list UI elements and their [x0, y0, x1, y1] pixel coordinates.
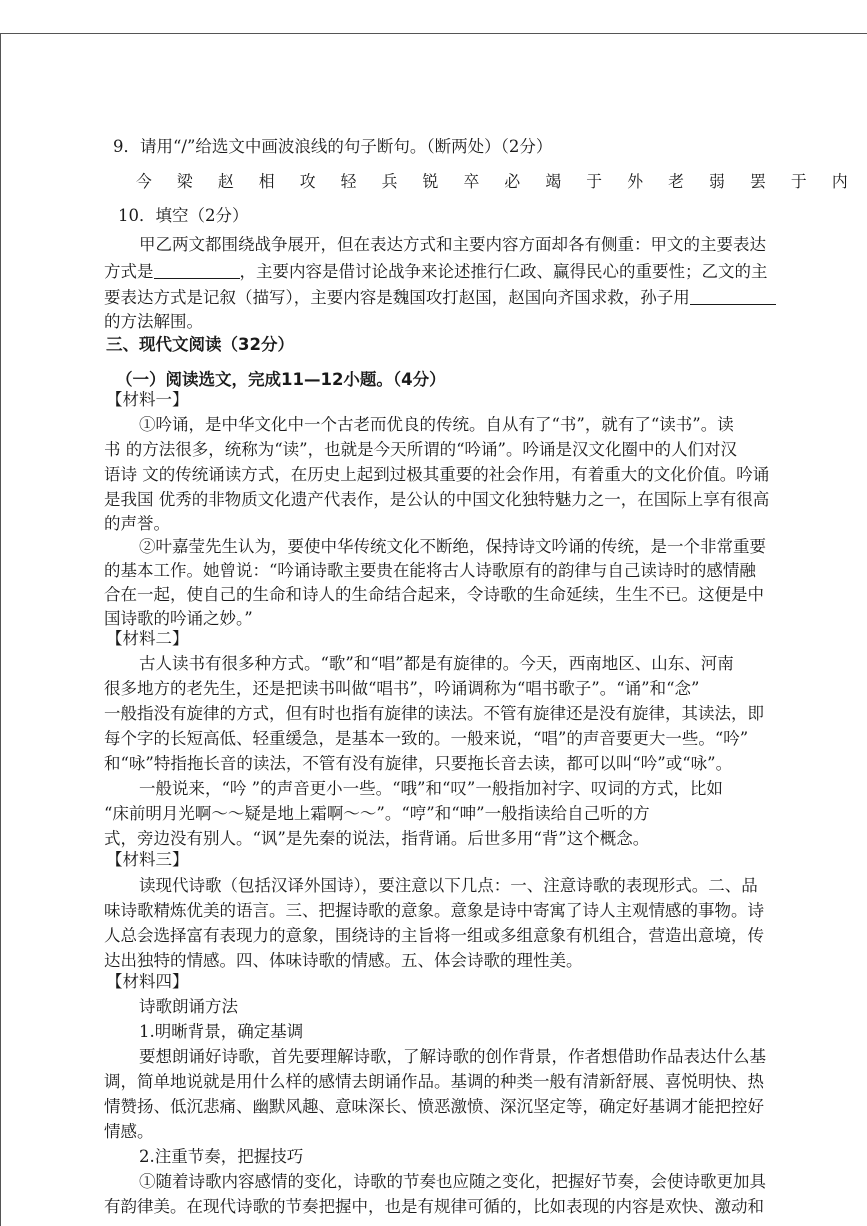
q10-line-2b: ，主要内容是借讨论战争来论述推行仁政、赢得民心的重要性；乙文的主: [239, 262, 768, 281]
material-2-line: 古人读书有很多种方式。“歌”和“唱”都是有旋律的。今天，西南地区、山东、河南: [139, 654, 734, 673]
material-1-line: 的声誉。: [104, 514, 170, 533]
material-4-heading-1: 1.明晰背景，确定基调: [139, 1022, 304, 1041]
q10-line-3a: 要表达方式是记叙（描写），主要内容是魏国攻打赵国，赵国向齐国求救，孙子用: [104, 288, 690, 307]
q10-line-4: 的方法解围。: [104, 312, 203, 331]
material-1-line: 语诗 文的传统诵读方式，在历史上起到过极其重要的社会作用，有着重大的文化价值。吟诵: [104, 465, 770, 484]
material-4-label: 【材料四】: [106, 972, 189, 991]
material-2-label: 【材料二】: [106, 629, 189, 648]
q10-title: 10．填空（2分）: [118, 206, 249, 225]
material-1-line: 的基本工作。她曾说：“吟诵诗歌主要贵在能将古人诗歌原有的韵律与自己读诗时的感情融: [104, 561, 756, 580]
material-3-line: 味诗歌精炼优美的语言。三、把握诗歌的意象。意象是诗中寄寓了诗人主观情感的事物。诗: [104, 901, 764, 920]
material-1-line: ②叶嘉莹先生认为，要使中华传统文化不断绝，保持诗文吟诵的传统，是一个非常重要: [139, 537, 766, 556]
material-4-heading-2: 2.注重节奏，把握技巧: [139, 1147, 304, 1166]
material-4-title: 诗歌朗诵方法: [139, 997, 238, 1016]
material-2-line: 很多地方的老先生，还是把读书叫做“唱书”，吟诵调称为“唱书歌子”。“诵”和“念”: [104, 679, 700, 698]
material-1-line: 书 的方法很多，统称为“读”，也就是今天所谓的“吟诵”。吟诵是汉文化圈中的人们对汉: [104, 440, 737, 459]
material-3-line: 人总会选择富有表现力的意象，围绕诗的主旨将一组或多组意象有机组合，营造出意境，传: [104, 926, 764, 945]
material-4-line: 情赞扬、低沉悲痛、幽默风趣、意味深长、愤恶激愤、深沉坚定等，确定好基调才能把控好: [104, 1097, 764, 1116]
material-2-line: 一般说来，“吟 ”的声音更小一些。“哦”和“叹”一般指加衬字、叹词的方式，比如: [139, 779, 723, 798]
material-4-line: ①随着诗歌内容感情的变化，诗歌的节奏也应随之变化，把握好节奏，会使诗歌更加具: [139, 1172, 766, 1191]
material-4-line: 有韵律美。在现代诗歌的节奏把握中，也是有规律可循的，比如表现的内容是欢快、激动和: [104, 1197, 764, 1216]
material-3-line: 达出独特的情感。四、体味诗歌的情感。五、体会诗歌的理性美。: [104, 951, 583, 970]
q10-line-2: [104, 260, 768, 284]
q9-prompt: 9．请用“/”给选文中画波浪线的句子断句。（断两处）（2分）: [113, 137, 553, 156]
section-3-sub-1: （一）阅读选文，完成11—12小题。（4分）: [116, 370, 446, 389]
q10-line-3: [104, 286, 776, 310]
material-3-line: 读现代诗歌（包括汉译外国诗），要注意以下几点：一、注意诗歌的表现形式。二、品: [139, 876, 758, 895]
material-1-line: 是我国 优秀的非物质文化遗产代表作，是公认的中国文化独特魅力之一，在国际上享有很高: [104, 490, 770, 509]
answer-blank-1[interactable]: [154, 262, 240, 279]
material-1-label: 【材料一】: [106, 390, 189, 409]
material-2-line: 式，旁边没有别人。“讽”是先秦的说法，指背诵。后世多用“背”这个概念。: [104, 829, 650, 848]
material-4-line: 要想朗诵好诗歌，首先要理解诗歌，了解诗歌的创作背景，作者想借助作品表达什么基: [139, 1047, 766, 1066]
section-3-title: 三、现代文阅读（32分）: [106, 335, 294, 354]
material-2-line: 和“咏”特指拖长音的读法，不管有没有旋律，只要拖长音去读，都可以叫“吟”或“咏”。: [104, 754, 733, 773]
material-1-line: 合在一起，使自己的生命和诗人的生命结合起来，令诗歌的生命延续，生生不已。这便是中: [104, 585, 764, 604]
q9-sentence: 今 梁 赵 相 攻 轻 兵 锐 卒 必 竭 于 外 老 弱 罢 于 内: [136, 172, 858, 191]
material-4-line: 情感。: [104, 1122, 154, 1141]
material-4-line: 调，简单地说就是用什么样的感情去朗诵作品。基调的种类一般有清新舒展、喜悦明快、热: [104, 1072, 764, 1091]
material-3-label: 【材料三】: [106, 850, 189, 869]
q10-line-2a: 方式是: [104, 262, 154, 281]
answer-blank-2[interactable]: [690, 288, 776, 305]
material-2-line: “床前明月光啊～～疑是地上霜啊～～”。“哼”和“呻”一般指读给自己听的方: [104, 804, 650, 823]
q10-line-1: 甲乙两文都围绕战争展开，但在表达方式和主要内容方面却各有侧重：甲文的主要表达: [139, 235, 766, 254]
material-1-line: 国诗歌的吟诵之妙。”: [104, 609, 253, 628]
material-2-line: 每个字的长短高低、轻重缓急，是基本一致的。一般来说，“唱”的声音要更大一些。“吟”: [104, 729, 749, 748]
material-1-line: ①吟诵，是中华文化中一个古老而优良的传统。自从有了“书”，就有了“读书”。读: [139, 415, 734, 434]
material-2-line: 一般指没有旋律的方式，但有时也指有旋律的读法。不管有旋律还是没有旋律，其读法，即: [104, 704, 764, 723]
